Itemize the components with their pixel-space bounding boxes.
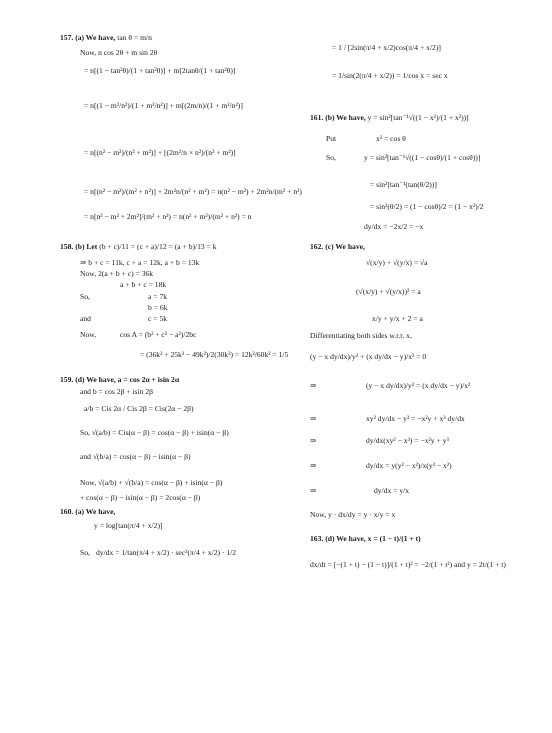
q158-b-value: b = 6k [148, 303, 168, 312]
q159-so: So, √(a/b) = Cis(α − β) = cos(α − β) + isin(α − β) [80, 428, 229, 437]
arrow-icon: ⇒ [310, 486, 317, 495]
q158-c-value: c = 5k [148, 314, 168, 323]
q157-now: Now, n cos 2θ + m sin 2θ [80, 48, 158, 57]
q158-so: So, [80, 292, 90, 301]
q159-ratio: a/b = Cis 2α / Cis 2β = Cis(2α − 2β) [84, 404, 194, 413]
q158-sum: a + b + c = 18k [120, 280, 167, 289]
q158-heading: 158. (b) Let (b + c)/11 = (c + a)/12 = (a + b)/13 = k [60, 242, 217, 251]
arrow-icon: ⇒ [310, 461, 317, 470]
q159-sum: + cos(α − β) − isin(α − β) = 2cos(α − β) [80, 493, 201, 502]
q157-step3: = n[(n² − m²)/(n² + m²)] + [(2m²/n × n²)/(n² + m²)] [84, 148, 236, 157]
q162-eq3: x/y + y/x + 2 = a [372, 314, 423, 323]
q162-d6: dy/dx = y/x [374, 486, 410, 495]
q159-and: and √(b/a) = cos(α − β) − isin(α − β) [80, 452, 191, 461]
q161-step2: = sin²[tan⁻¹(tan(θ/2))] [370, 180, 437, 189]
q157-heading: 157. (a) We have, tan θ = m/n [60, 33, 152, 42]
arrow-icon: ⇒ [310, 436, 317, 445]
q158-now: Now, 2(a + b + c) = 36k [80, 269, 154, 278]
q161-so: So, [326, 153, 336, 162]
q158-cosA: cos A = (b² + c² − a²)/2bc [120, 330, 197, 339]
right-column [276, 0, 552, 733]
q160-cont-line1: = 1 / [2sin(π/4 + x/2)cos(π/4 + x/2)] [332, 43, 441, 52]
q160-dydx: dy/dx = 1/tan(π/4 + x/2) · sec²(π/4 + x/2) · 1/2 [96, 548, 237, 557]
q157-step1: = n[(1 − tan²θ)/(1 + tan²θ)] + m[2tanθ/(1 + tan²θ)] [84, 66, 236, 75]
q160-so: So, [80, 548, 90, 557]
q158-cosA-value: = (36k² + 25k² − 49k²)/2(30k²) = 12k²/60k² = 1/5 [140, 350, 289, 359]
q162-d3: xy² dy/dx − y³ = −x²y + x³ dy/dx [366, 414, 465, 423]
q160-heading: 160. (a) We have, [60, 507, 116, 516]
q162-heading: 162. (c) We have, [310, 242, 365, 251]
q162-eq2: (√(x/y) + √(y/x))² = a [356, 287, 421, 296]
q162-eq1: √(x/y) + √(y/x) = √a [366, 258, 428, 267]
q161-step3: = sin²(θ/2) = (1 − cosθ)/2 = (1 − x²)/2 [370, 202, 484, 211]
q162-diff-text: Differentiating both sides w.r.t. x, [310, 331, 412, 340]
arrow-icon: ⇒ [310, 381, 317, 390]
q163-heading: 163. (d) We have, x = (1 − t)/(1 + t) [310, 534, 421, 543]
q161-step4: dy/dx = −2x/2 = −x [364, 222, 424, 231]
q161-put-eq: x² = cos θ [376, 134, 406, 143]
q159-now: Now, √(a/b) + √(b/a) = cos(α − β) + isin(α − β) [80, 478, 223, 487]
q157-step2: = n[(1 − m²/n²)/(1 + m²/n²)] + m[(2m/n)/(1 + m²/n²)] [84, 101, 243, 110]
q159-heading: 159. (d) We have, a = cos 2α + isin 2α [60, 375, 180, 384]
q161-step1: y = sin²[tan⁻¹√((1 − cosθ)/(1 + cosθ))] [364, 153, 481, 162]
q158-a-value: a = 7k [148, 292, 168, 301]
q160-cont-line2: = 1/sin(2(π/4 + x/2)) = 1/cos x = sec x [332, 71, 448, 80]
arrow-icon: ⇒ [310, 414, 317, 423]
q162-d5: dy/dx = y(y² − x²)/x(y² − x²) [366, 461, 452, 470]
q163-dxdt: dx/dt = [−(1 + t) − (1 − t)]/(1 + t)² = −2/(1 + t²) and y = 2t/(1 + t) [310, 560, 506, 569]
q157-step4: = n[(n² − m²)/(m² + n²)] + 2m²n/(n² + m²) = n(n² − m²) + 2m²n/(m² + n²) [84, 187, 302, 196]
q162-d4: dy/dx(xy² − x³) = −x²y + y³ [366, 436, 449, 445]
q161-put: Put [326, 134, 337, 143]
q162-d1: (y − x dy/dx)/y² + (x dy/dx − y)/x² = 0 [310, 352, 427, 361]
q160-y-eq: y = log[tan(π/4 + x/2)] [94, 521, 163, 530]
q159-b-eq: and b = cos 2β + isin 2β [80, 387, 154, 396]
q158-and: and [80, 314, 91, 323]
q158-implies: ⇒ b + c = 11k, c + a = 12k, a + b = 13k [80, 258, 200, 267]
q162-now: Now, y · dx/dy = y · x/y = x [310, 510, 396, 519]
q157-step5: = n[n² − m² + 2m²]/(m² + n²) = n(n² + m²)/(m² + n²) = n [84, 212, 252, 221]
q158-now2: Now, [80, 330, 97, 339]
q162-d2: (y − x dy/dx)/y² = (x dy/dx − y)/x² [366, 381, 471, 390]
q161-heading: 161. (b) We have, y = sin²[tan⁻¹√((1 − x²)/(1 + x²))] [310, 113, 469, 122]
